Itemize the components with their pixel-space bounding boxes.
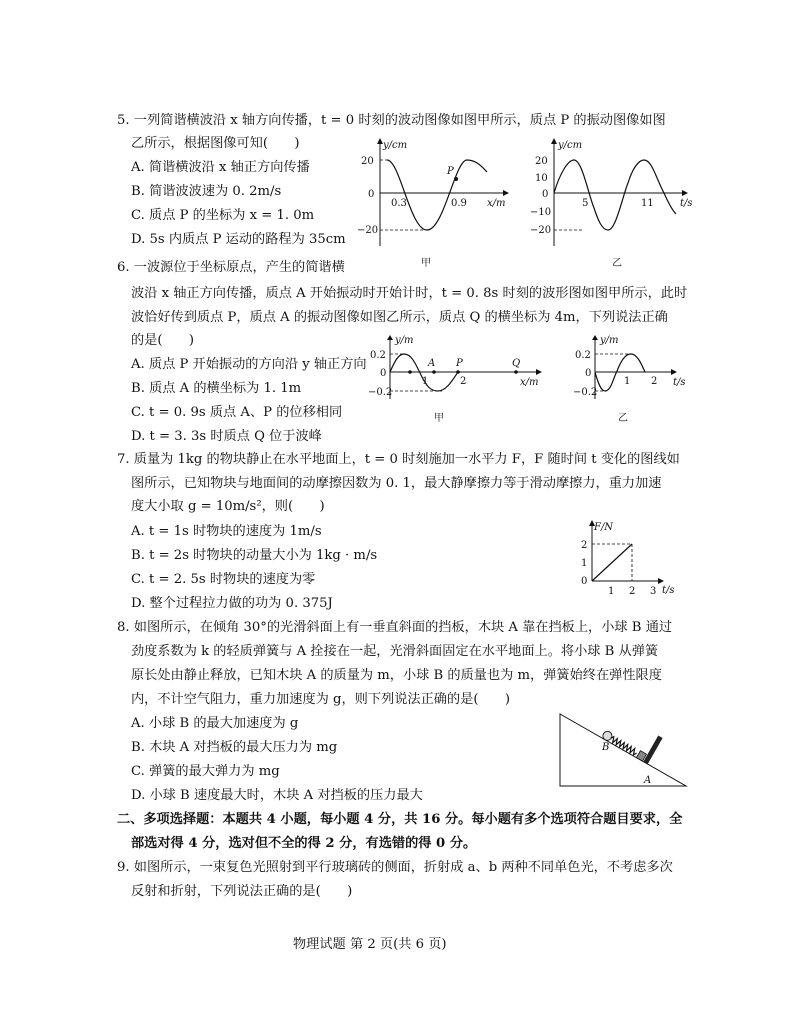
q8-stem-line2: 劲度系数为 k 的轻质弹簧与 A 拴接在一起，光滑斜面固定在水平地面上。将小球 B 从弹簧: [131, 644, 659, 659]
q7-option-b: B. t = 2s 时物块的动量大小为 1kg · m/s: [131, 548, 378, 563]
q8-option-c: C. 弹簧的最大弹力为 mg: [131, 764, 280, 779]
q7-tick-y1: 1: [581, 558, 588, 569]
q5-yi-tick-5: 5: [582, 198, 589, 209]
q6-yi-tick-1: 1: [624, 376, 631, 387]
q5-jia-tick-neg20: −20: [357, 225, 379, 236]
q5-yi-tick-20: 20: [535, 156, 548, 167]
q5-option-a: A. 简谐横波沿 x 轴正方向传播: [131, 160, 310, 175]
q6-stem-line4: 的是( ): [131, 333, 195, 348]
q8-label-a: A: [644, 775, 652, 786]
q6-yi-tick-2: 2: [651, 376, 658, 387]
q6-option-d: D. t = 3. 3s 时质点 Q 位于波峰: [131, 429, 322, 444]
ball-b: [601, 730, 613, 742]
q5-yi-xlabel: t/s: [680, 198, 693, 209]
q6-jia-tick-2: 2: [460, 376, 467, 387]
q7-stem-line1: 7. 质量为 1kg 的物块静止在水平地面上，t = 0 时刻施加一水平力 F，F 随时间 t 变化的图线如: [117, 452, 680, 467]
q6-figure-yi: [573, 335, 693, 427]
q8-option-a: A. 小球 B 的最大加速度为 g: [131, 716, 299, 731]
q5-jia-tick-0.9: 0.9: [451, 198, 467, 209]
q5-stem-line1: 5. 一列简谐横波沿 x 轴方向传播，t = 0 时刻的波动图像如图甲所示，质点 P 的振动图像如图: [117, 113, 666, 128]
q7-option-d: D. 整个过程拉力做的功为 0. 375J: [131, 596, 333, 611]
q5-yi-wave: [554, 160, 676, 230]
q5-jia-label-p: P: [447, 166, 454, 177]
q5-jia-point-p: [454, 177, 458, 181]
q5-jia-tick-0.3: 0.3: [391, 198, 407, 209]
q7-tick-x2: 2: [629, 586, 636, 597]
q5-jia-tick-20: 20: [361, 156, 374, 167]
q5-figure-jia: [355, 138, 515, 270]
q8-option-b: B. 木块 A 对挡板的最大压力为 mg: [131, 740, 338, 755]
q6-yi-xlabel: t/s: [673, 377, 686, 388]
q7-option-a: A. t = 1s 时物块的速度为 1m/s: [131, 524, 322, 539]
q6-option-a: A. 质点 P 开始振动的方向沿 y 轴正方向: [131, 357, 367, 372]
q6-figure-jia: [368, 335, 548, 427]
q8-figure: [560, 714, 690, 790]
q5-jia-ylabel: y/cm: [383, 140, 408, 151]
q6-jia-xlabel: x/m: [520, 377, 539, 388]
q7-tick-y0: 0: [581, 576, 588, 587]
q5-option-c: C. 质点 P 的坐标为 x = 1. 0m: [131, 208, 315, 223]
q5-yi-tick-0: 0: [542, 189, 549, 200]
q6-yi-tick-0.2: 0.2: [575, 350, 591, 361]
q5-jia-tick-0: 0: [368, 189, 375, 200]
q5-yi-tick-neg20: −20: [530, 225, 552, 236]
q7-figure: [578, 520, 678, 598]
q8-label-b: B: [602, 742, 610, 753]
q7-tick-x1: 1: [608, 586, 615, 597]
section2-heading-line1: 二、多项选择题：本题共 4 小题，每小题 4 分，共 16 分。每小题有多个选项符合题目要求，全: [117, 812, 683, 827]
q9-stem-line2: 反射和折射，下列说法正确的是( ): [131, 884, 353, 899]
spring: [609, 736, 638, 756]
q6-option-c: C. t = 0. 9s 质点 A、P 的位移相同: [131, 405, 343, 420]
q5-yi-tick-11: 11: [641, 198, 654, 209]
q7-force-line: [592, 544, 632, 581]
q5-option-d: D. 5s 内质点 P 运动的路程为 35cm: [131, 232, 346, 247]
q6-yi-ylabel: y/m: [600, 335, 619, 346]
q6-jia-tick-0.2: 0.2: [370, 350, 386, 361]
q8-stem-line3: 原长处由静止释放，已知木块 A 的质量为 m，小球 B 的质量也为 m，弹簧始终在弹性限度: [131, 668, 662, 683]
q6-option-b: B. 质点 A 的横坐标为 1. 1m: [131, 381, 302, 396]
q5-yi-tick-10: 10: [535, 173, 548, 184]
q7-stem-line3: 度大小取 g = 10m/s²，则( ): [131, 499, 325, 514]
incline: [560, 714, 686, 786]
q6-jia-label-q: Q: [512, 358, 521, 369]
q7-option-c: C. t = 2. 5s 时物块的速度为零: [131, 572, 316, 587]
q7-ylabel: F/N: [594, 522, 614, 533]
q7-stem-line2: 图所示，已知物块与地面间的动摩擦因数为 0. 1，最大静摩擦力等于滑动摩擦力，重力加速: [131, 476, 662, 491]
q5-option-b: B. 简谐波波速为 0. 2m/s: [131, 184, 282, 199]
q6-stem-line2: 波沿 x 轴正方向传播，质点 A 开始振动时开始计时，t = 0. 8s 时刻的波形图如图甲所示，此时: [131, 286, 688, 301]
q6-jia-tick-1: 1: [422, 376, 429, 387]
q5-jia-caption: 甲: [421, 258, 431, 269]
q6-yi-caption: 乙: [618, 413, 628, 424]
q5-stem-line2: 乙所示，根据图像可知( ): [131, 136, 300, 151]
q7-xlabel: t/s: [662, 585, 675, 596]
q6-jia-caption: 甲: [434, 413, 444, 424]
q6-stem-line3: 波恰好传到质点 P，质点 A 的振动图像如图乙所示，质点 Q 的横坐标为 4m，下列说法正确: [131, 310, 668, 325]
q5-yi-ylabel: y/cm: [558, 140, 583, 151]
q9-stem-line1: 9. 如图所示，一束复色光照射到平行玻璃砖的侧面，折射成 a、b 两种不同单色光，不考虑多次: [117, 860, 673, 875]
q6-yi-tick-0: 0: [585, 368, 592, 379]
page-footer: 物理试题 第 2 页(共 6 页): [293, 937, 447, 952]
q7-tick-y2: 2: [581, 540, 588, 551]
q8-stem-line4: 内，不计空气阻力，重力加速度为 g，则下列说法正确的是( ): [131, 692, 510, 707]
section2-heading-line2: 部选对得 4 分，选对但不全的得 2 分，有选错的得 0 分。: [131, 836, 477, 851]
q6-stem-line1: 6. 一波源位于坐标原点，产生的简谐横: [117, 260, 345, 275]
q6-jia-label-p: P: [456, 358, 463, 369]
q6-jia-tick-0: 0: [380, 368, 387, 379]
baffle: [643, 736, 662, 765]
q6-jia-tick-neg0.2: −0.2: [368, 387, 393, 398]
q7-tick-x3: 3: [650, 586, 657, 597]
q5-yi-tick-neg10: −10: [530, 207, 552, 218]
q5-figure-yi: [530, 138, 710, 270]
q6-jia-ylabel: y/m: [395, 335, 414, 346]
q5-jia-xlabel: x/m: [487, 198, 506, 209]
q6-jia-label-a: A: [428, 358, 436, 369]
q5-jia-wave: [387, 160, 487, 230]
q8-stem-line1: 8. 如图所示，在倾角 30°的光滑斜面上有一垂直斜面的挡板，木块 A 靠在挡板上，小球 B 通过: [117, 620, 673, 635]
q6-yi-tick-neg0.2: −0.2: [573, 387, 598, 398]
q8-option-d: D. 小球 B 速度最大时，木块 A 对挡板的压力最大: [131, 788, 423, 803]
q5-yi-caption: 乙: [612, 258, 622, 269]
